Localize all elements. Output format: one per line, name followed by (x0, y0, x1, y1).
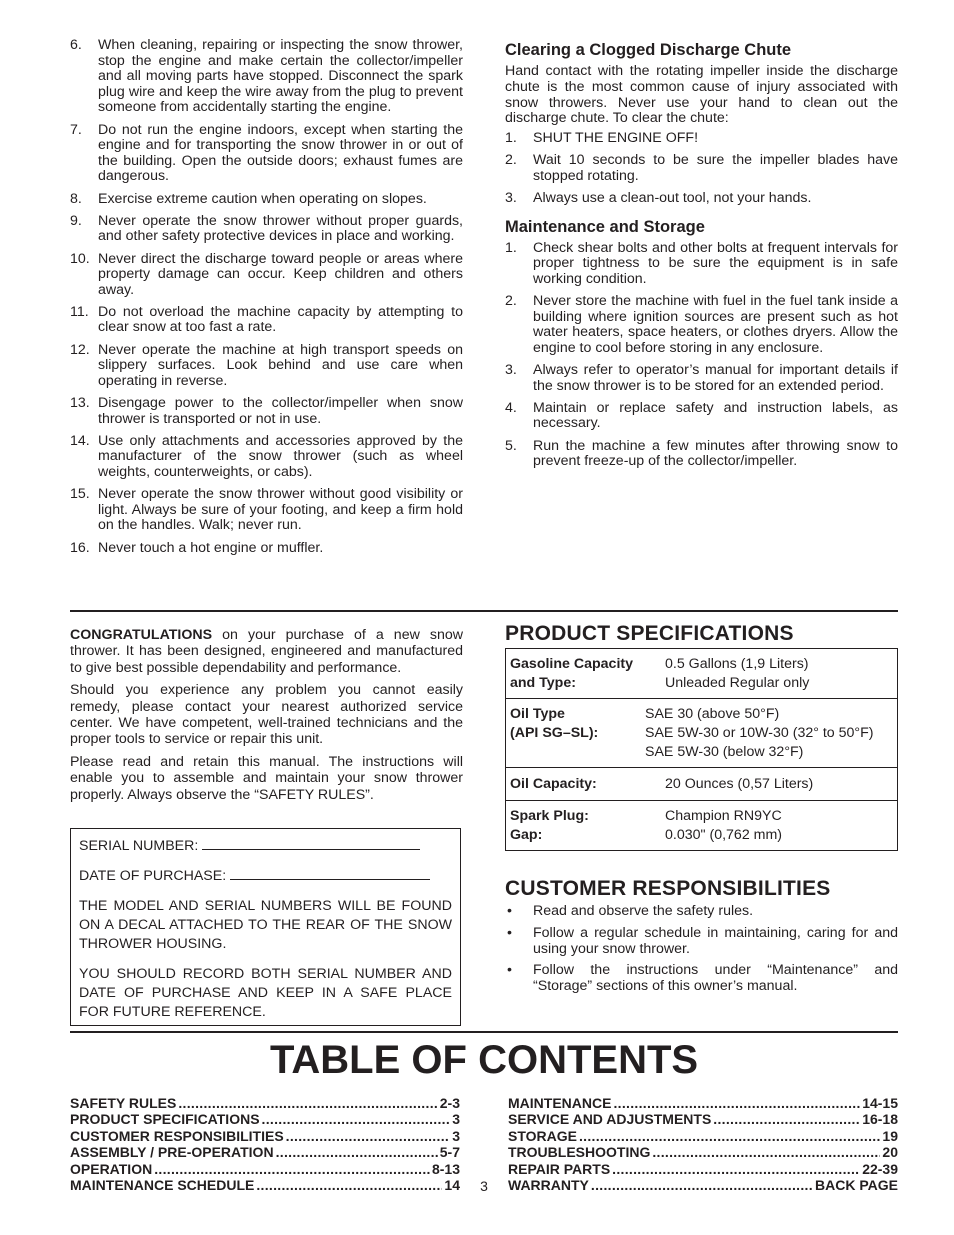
serial-number-line (79, 837, 452, 856)
spec-value: 20 Ounces (0,57 Liters) (665, 775, 814, 792)
clogged-chute-steps (505, 131, 898, 207)
list-item-number: 6. (70, 37, 82, 53)
product-specs-heading: PRODUCT SPECIFICATIONS (505, 622, 794, 645)
list-item-number: 12. (70, 341, 90, 358)
spec-value: Champion RN9YC 0.030" (0,762 mm) (665, 808, 783, 843)
list-item-text: Do not run the engine indoors, except when starting the engine and for transporting the snow thrower in or out of the building. Open the outside doors; exhaust fumes are dangerous. (98, 121, 463, 185)
list-item-number: 5. (505, 437, 517, 454)
safety-rules-column (70, 38, 463, 563)
toc-entry-page: BACK PAGE (815, 1177, 898, 1194)
serial-location-note: THE MODEL AND SERIAL NUMBERS WILL BE FOUND ON A DECAL ATTACHED TO THE REAR OF THE SNOW THROWER HOUSING. (79, 898, 452, 952)
toc-entry-page: 19 (882, 1127, 898, 1144)
bullet-icon: • (507, 962, 512, 979)
customer-resp-section (505, 904, 898, 1001)
congrats-lead: CONGRATULATIONS (70, 627, 213, 643)
list-item (505, 926, 898, 958)
serial-number-box (70, 828, 461, 1026)
toc-entry-label: OPERATION (70, 1160, 153, 1177)
toc-entry-label: ASSEMBLY / PRE-OPERATION (70, 1144, 274, 1161)
list-item-number: 14. (70, 432, 90, 449)
list-item (505, 401, 898, 432)
list-item (70, 541, 463, 557)
list-item-text: Never operate the machine at high transport speeds on slippery surfaces. Look behind and use care when operating in reverse. (98, 341, 463, 389)
list-item-text: Exercise extreme caution when operating on slopes. (98, 190, 427, 207)
toc-entry-page: 22-39 (862, 1160, 898, 1177)
toc-entry-label: SERVICE AND ADJUSTMENTS (508, 1111, 712, 1128)
list-item-text: Never operate the snow thrower without proper guards, and other safety protective devices in place and working. (98, 212, 463, 245)
serial-number-label: SERIAL NUMBER: (79, 838, 199, 854)
toc-entry[interactable] (70, 1128, 460, 1144)
toc-entry-label: REPAIR PARTS (508, 1160, 611, 1177)
toc-leader-dots (613, 1095, 860, 1111)
list-item-number: 13. (70, 395, 90, 412)
record-reminder-note: YOU SHOULD RECORD BOTH SERIAL NUMBER AND DATE OF PURCHASE AND KEEP IN A SAFE PLACE FOR FUTURE REFERENCE. (79, 966, 452, 1020)
list-item-number: 15. (70, 486, 90, 503)
spec-label: Oil Capacity: (510, 775, 597, 792)
list-item-text: Run the machine a few minutes after throwing snow to prevent freeze-up of the collector/impeller. (533, 437, 898, 470)
toc-leader-dots (652, 1144, 880, 1160)
list-item (505, 153, 898, 184)
spec-label: Spark Plug: Gap: (510, 808, 589, 843)
toc-leader-dots (579, 1128, 880, 1144)
spec-label: Gasoline Capacity and Type: (510, 656, 634, 691)
bullet-icon: • (507, 903, 512, 919)
date-of-purchase-line (79, 867, 452, 886)
toc-entry-label: WARRANTY (508, 1177, 589, 1194)
list-item-number: 10. (70, 250, 90, 267)
list-item-text: Never store the machine with fuel in the fuel tank inside a building where ignition sources are present such as hot water heaters, space heaters, or clothes dryers. Allow the engine to cool before storing in any enclosure. (533, 293, 898, 356)
toc-leader-dots (256, 1177, 442, 1193)
date-of-purchase-blank (230, 879, 430, 880)
list-item-text: Maintain or replace safety and instruction labels, as necessary. (533, 399, 898, 432)
list-item (70, 252, 463, 299)
list-item (70, 192, 463, 208)
list-item-number: 1. (505, 130, 517, 147)
toc-right-column (508, 1095, 898, 1193)
congratulations-section (70, 627, 463, 809)
toc-entry[interactable] (70, 1144, 460, 1160)
list-item-text: Read and observe the safety rules. (533, 903, 754, 919)
list-item-text: Do not overload the machine capacity by attempting to clear snow at too fast a rate. (98, 303, 463, 336)
product-specs-table (505, 648, 898, 851)
list-item (505, 294, 898, 356)
toc-entry-label: MAINTENANCE SCHEDULE (70, 1177, 255, 1194)
toc-entry-label: PRODUCT SPECIFICATIONS (70, 1111, 260, 1128)
list-item (70, 38, 463, 116)
congrats-paragraph-3: Please read and retain this manual. The instructions will enable you to assemble and maintain your snow thrower properly. Always observe the “SAFETY RULES”. (70, 753, 463, 803)
list-item (505, 241, 898, 288)
toc-leader-dots (178, 1095, 437, 1111)
toc-entry-page: 5-7 (439, 1144, 460, 1161)
toc-entry-page: 14-15 (862, 1095, 898, 1111)
list-item-number: 16. (70, 539, 90, 556)
toc-leader-dots (286, 1128, 451, 1144)
list-item-number: 2. (505, 293, 517, 310)
congrats-p1-text: on your purchase of a new snow thrower. It has been designed, engineered and manufactured to give best possible dependability and performance. (70, 627, 463, 676)
toc-entry-label: MAINTENANCE (508, 1095, 612, 1111)
spec-value: SAE 30 (above 50°F) SAE 5W-30 or 10W-30 (32° to 50°F) SAE 5W-30 (below 32°F) (645, 706, 874, 760)
list-item-number: 9. (70, 212, 82, 229)
congrats-paragraph-2: Should you experience any problem you cannot easily remedy, please contact your nearest authorized service center. We have competent, well-trained technicians and the proper tools to service or repair this unit. (70, 682, 463, 748)
list-item-text: Never touch a hot engine or muffler. (98, 539, 324, 556)
bullet-icon: • (507, 924, 512, 941)
maintenance-storage-heading: Maintenance and Storage (505, 217, 705, 236)
list-item-text: Always refer to operator’s manual for important details if the snow thrower is to be stored for an extended period. (533, 362, 898, 394)
toc-entry[interactable] (70, 1095, 460, 1111)
list-item (505, 904, 898, 920)
list-item (505, 963, 898, 995)
chute-maintenance-column (505, 38, 898, 476)
toc-title: TABLE OF CONTENTS (269, 1038, 699, 1082)
list-item (70, 305, 463, 336)
toc-leader-dots (591, 1177, 813, 1193)
toc-leader-dots (276, 1144, 438, 1160)
toc-entry[interactable] (508, 1111, 898, 1127)
congrats-paragraph-1 (70, 627, 463, 676)
list-item-text: Use only attachments and accessories approved by the manufacturer of the snow thrower (such as wheel weights, counterweights, or cabs). (98, 432, 463, 480)
list-item-text: Never direct the discharge toward people or areas where property damage can occur. Keep children and others away. (98, 250, 463, 298)
list-item-text: Always use a clean-out tool, not your hands. (533, 190, 812, 207)
spec-label: Oil Type (API SG–SL): (510, 706, 599, 741)
toc-entry-label: SAFETY RULES (70, 1095, 177, 1111)
customer-resp-heading: CUSTOMER RESPONSIBILITIES (505, 877, 831, 900)
list-item-number: 7. (70, 121, 82, 138)
list-item-number: 3. (505, 190, 517, 207)
section-divider-bottom (70, 1031, 898, 1033)
page-number: 3 (480, 1178, 488, 1194)
toc-entry-page: 2-3 (439, 1095, 460, 1111)
list-item-number: 8. (70, 190, 82, 207)
list-item-number: 3. (505, 362, 517, 379)
toc-entry-page: 3 (452, 1127, 460, 1144)
list-item (70, 214, 463, 245)
list-item (70, 396, 463, 427)
spec-row (506, 768, 897, 801)
list-item-text: Follow a regular schedule in maintaining, caring for and using your snow thrower. (533, 924, 898, 957)
list-item-text: Check shear bolts and other bolts at frequent intervals for proper tightness to be sure the equipment is in safe working condition. (533, 239, 898, 287)
list-item-text: SHUT THE ENGINE OFF! (533, 130, 699, 147)
toc-leader-dots (154, 1161, 430, 1177)
toc-entry-label: CUSTOMER RESPONSIBILITIES (70, 1127, 284, 1144)
toc-entry-page: 16-18 (862, 1111, 898, 1128)
clogged-chute-heading: Clearing a Clogged Discharge Chute (505, 41, 792, 59)
toc-entry-page: 14 (444, 1177, 460, 1194)
toc-leader-dots (713, 1111, 860, 1127)
toc-entry[interactable] (508, 1095, 898, 1111)
customer-resp-list (505, 904, 898, 995)
toc-entry[interactable] (508, 1144, 898, 1160)
list-item-text: Follow the instructions under “Maintenance” and “Storage” sections of this owner’s manual. (533, 962, 898, 995)
list-item-text: Wait 10 seconds to be sure the impeller blades have stopped rotating. (533, 152, 898, 184)
spec-row (506, 801, 897, 850)
toc-entry-label: TROUBLESHOOTING (508, 1144, 651, 1161)
list-item (505, 191, 898, 207)
toc-entry-page: 8-13 (431, 1160, 460, 1177)
date-of-purchase-label: DATE OF PURCHASE: (79, 868, 227, 884)
toc-entry[interactable] (70, 1111, 460, 1127)
toc-entry-label: STORAGE (508, 1127, 577, 1144)
safety-rules-list (70, 38, 463, 556)
clogged-chute-intro: Hand contact with the rotating impeller inside the discharge chute is the most common cause of injury associated with snow throwers. Never use your hand to clean out the discharge chute. To clear the chute: (505, 63, 898, 127)
list-item (505, 131, 898, 147)
list-item-text: Disengage power to the collector/impeller when snow thrower is transported or not in use. (98, 395, 463, 427)
list-item-number: 4. (505, 399, 517, 416)
list-item (505, 363, 898, 394)
spec-row (506, 699, 897, 768)
list-item (70, 343, 463, 390)
toc-entry[interactable] (70, 1177, 460, 1193)
serial-number-blank (202, 849, 420, 850)
maintenance-storage-steps (505, 241, 898, 470)
list-item-number: 11. (70, 303, 89, 320)
list-item (70, 123, 463, 185)
list-item (70, 487, 463, 534)
toc-entry-page: 3 (452, 1111, 460, 1128)
toc-entry[interactable] (508, 1128, 898, 1144)
toc-entry[interactable] (508, 1177, 898, 1193)
spec-value: 0.5 Gallons (1,9 Liters) Unleaded Regular only (665, 656, 810, 691)
toc-entry[interactable] (508, 1161, 898, 1177)
list-item (505, 439, 898, 470)
spec-row (506, 649, 897, 699)
list-item-number: 1. (505, 239, 517, 256)
toc-entry-page: 20 (882, 1144, 898, 1161)
list-item (70, 434, 463, 481)
list-item-text: When cleaning, repairing or inspecting the snow thrower, stop the engine and make certain the collector/impeller and all moving parts have stopped. Disconnect the spark plug wire and keep the wire away from the plug to prevent someone from accidentally starting the engine. (98, 37, 463, 116)
list-item-number: 2. (505, 152, 517, 169)
section-divider-top (70, 610, 898, 612)
toc-leader-dots (612, 1161, 860, 1177)
toc-left-column (70, 1095, 460, 1193)
toc-entry[interactable] (70, 1161, 460, 1177)
list-item-text: Never operate the snow thrower without good visibility or light. Always be sure of your footing, and keep a firm hold on the handles. Walk; never run. (98, 486, 463, 534)
toc-leader-dots (262, 1111, 451, 1127)
